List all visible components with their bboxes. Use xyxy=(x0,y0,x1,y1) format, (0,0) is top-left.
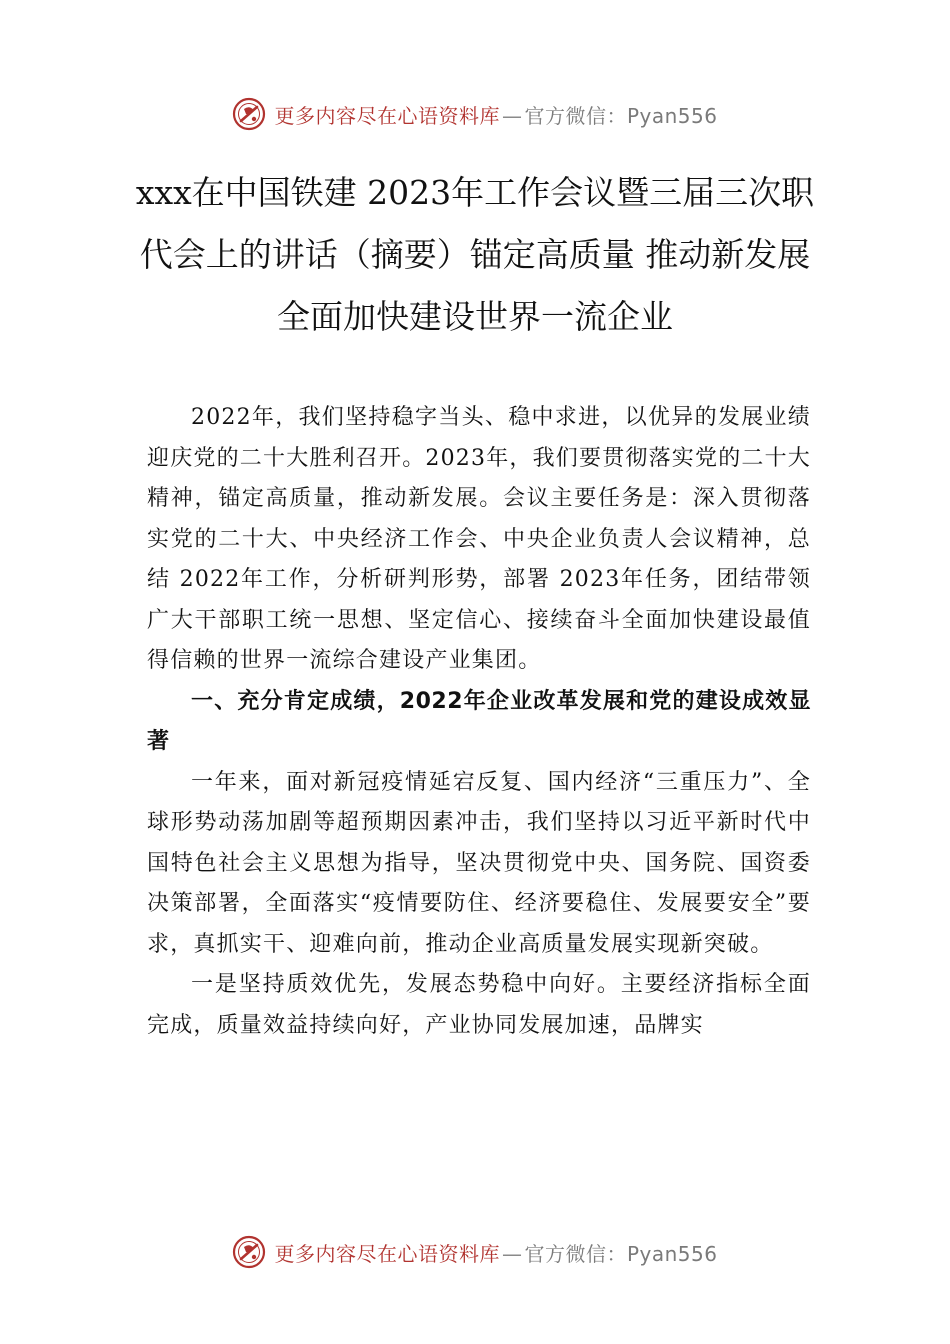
seal-logo-icon xyxy=(232,1235,266,1269)
watermark-wechat-text: 官方微信：Pyan556 xyxy=(524,103,718,128)
section-heading-1: 一、充分肯定成绩，2022年企业改革发展和党的建设成效显著 xyxy=(147,688,811,754)
watermark-dash: — xyxy=(501,103,523,128)
seal-logo-icon xyxy=(232,97,266,131)
watermark-header xyxy=(0,94,950,134)
watermark-library-text: 更多内容尽在心语资料库 xyxy=(274,1241,500,1266)
document-body xyxy=(147,398,811,1046)
section-1-point-1-paragraph: 一是坚持质效优先，发展态势稳中向好。主要经济指标全面完成，质量效益持续向好，产业协同发展加速，品牌实 xyxy=(147,972,811,1038)
watermark-wechat-text: 官方微信：Pyan556 xyxy=(524,1241,718,1266)
watermark-footer xyxy=(0,1232,950,1272)
watermark-library-text: 更多内容尽在心语资料库 xyxy=(274,103,500,128)
section-1-paragraph: 一年来，面对新冠疫情延宕反复、国内经济“三重压力”、全球形势动荡加剧等超预期因素冲击，我们坚持以习近平新时代中国特色社会主义思想为指导，坚决贯彻党中央、国务院、国资委决策部署，全面落实“疫情要防住、经济要稳住、发展要安全”要求，真抓实干、迎难向前，推动企业高质量发展实现新突破。 xyxy=(147,769,811,957)
watermark-dash: — xyxy=(501,1241,523,1266)
document-title: xxx在中国铁建 2023年工作会议暨三届三次职代会上的讲话（摘要）锚定高质量 推动新发展 全面加快建设世界一流企业 xyxy=(135,173,815,336)
intro-paragraph: 2022年，我们坚持稳字当头、稳中求进，以优异的发展业绩迎庆党的二十大胜利召开。2023年，我们要贯彻落实党的二十大精神，锚定高质量，推动新发展。会议主要任务是：深入贯彻落实党的二十大、中央经济工作会、中央企业负责人会议精神，总结 2022年工作，分析研判形势，部署 2023年任务，团结带领广大干部职工统一思想、坚定信心、接续奋斗全面加快建设最值得信赖的世界一流综合建设产业集团。 xyxy=(147,405,811,673)
